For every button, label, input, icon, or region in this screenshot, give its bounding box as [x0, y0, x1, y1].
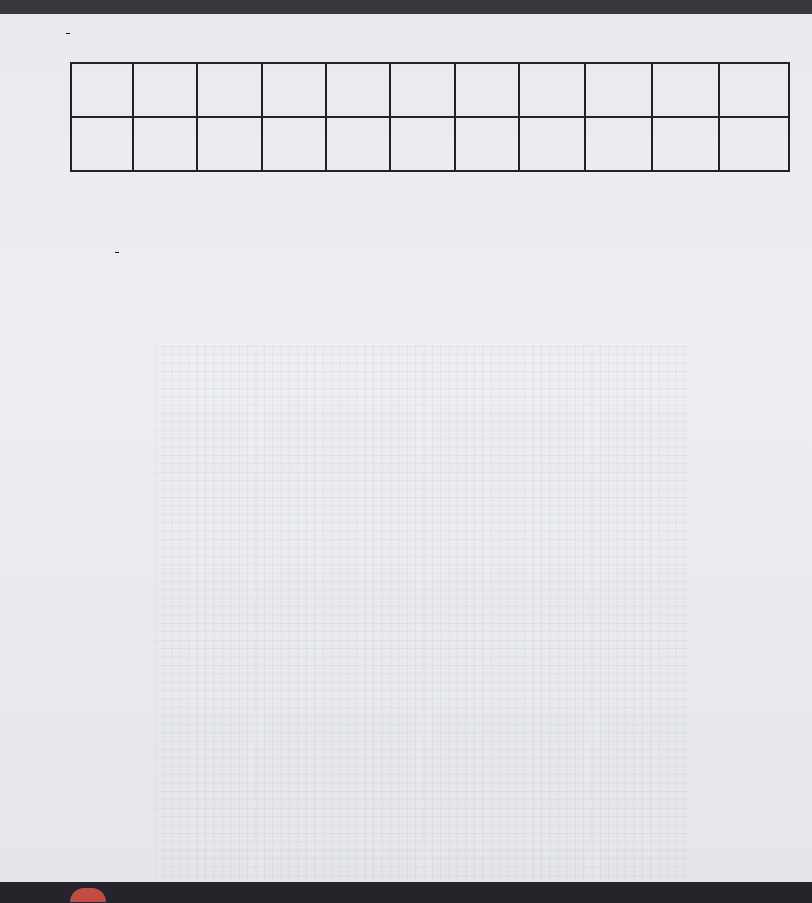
taskbar [0, 882, 812, 903]
grid-fine-lines [155, 346, 688, 880]
browser-icon[interactable] [70, 888, 106, 902]
